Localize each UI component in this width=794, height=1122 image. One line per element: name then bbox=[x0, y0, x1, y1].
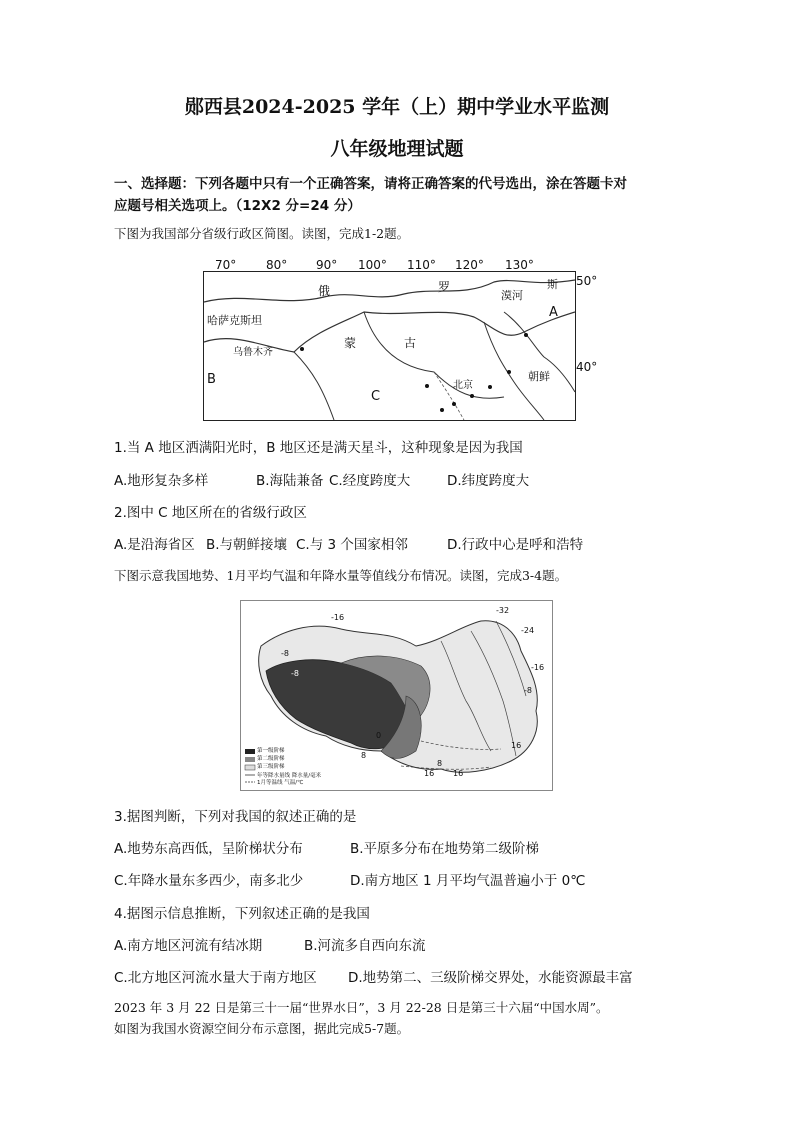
intro-map2: 下图示意我国地势、1月平均气温和年降水量等值线分布情况。读图，完成3-4题。 bbox=[114, 568, 568, 583]
question-3-stem: 3.据图判断，下列对我国的叙述正确的是 bbox=[114, 809, 357, 825]
longitude-label: 120° bbox=[455, 258, 484, 272]
urumqi-dot bbox=[300, 347, 304, 351]
q4-option-c[interactable]: C.北方地区河流水量大于南方地区 bbox=[114, 970, 317, 986]
russia-label: 俄 bbox=[318, 284, 331, 298]
intro-map1: 下图为我国部分省级行政区简图。读图，完成1-2题。 bbox=[114, 226, 410, 241]
longitude-label: 70° bbox=[215, 258, 237, 272]
section-instruction-line1: 一、选择题：下列各题中只有一个正确答案，请将正确答案的代号选出，涂在答题卡对 bbox=[114, 176, 627, 192]
legend-swatch bbox=[245, 749, 255, 754]
intro-map3-line2: 如图为我国水资源空间分布示意图，据此完成5-7题。 bbox=[114, 1021, 410, 1036]
point-c-label: C bbox=[371, 389, 381, 404]
beijing-label: 北京 bbox=[453, 380, 473, 391]
q2-option-c[interactable]: C.与 3 个国家相邻 bbox=[296, 537, 408, 553]
urumqi-label: 乌鲁木齐 bbox=[233, 347, 273, 358]
q2-option-b[interactable]: B.与朝鲜接壤 bbox=[206, 537, 288, 553]
isotherm-label: -32 bbox=[496, 606, 510, 615]
intro-map3-line1: 2023 年 3 月 22 日是第三十一届“世界水日”，3 月 22-28 日是第三十六届“中国水周”。 bbox=[114, 1000, 609, 1015]
latitude-label: 50° bbox=[576, 274, 598, 288]
isotherm-label: 16 bbox=[424, 769, 435, 778]
isotherm-label: -16 bbox=[331, 613, 345, 622]
q4-option-b[interactable]: B.河流多自西向东流 bbox=[304, 938, 426, 954]
question-1-stem: 1.当 A 地区洒满阳光时，B 地区还是满天星斗，这种现象是因为我国 bbox=[114, 440, 523, 456]
legend-isotherm: 1月等温线 气温/℃ bbox=[257, 780, 304, 786]
city-dot bbox=[440, 408, 444, 412]
q1-option-b[interactable]: B.海陆兼备 bbox=[256, 473, 324, 489]
q3-option-b[interactable]: B.平原多分布在地势第二级阶梯 bbox=[350, 841, 540, 857]
longitude-label: 80° bbox=[266, 258, 288, 272]
isotherm-label: 8 bbox=[361, 751, 367, 760]
q2-option-a[interactable]: A.是沿海省区 bbox=[114, 537, 195, 553]
isotherm-label: 16 bbox=[453, 769, 464, 778]
question-4-stem: 4.据图示信息推断，下列叙述正确的是我国 bbox=[114, 906, 370, 922]
city-dot bbox=[470, 394, 474, 398]
longitude-label: 100° bbox=[358, 258, 387, 272]
q3-option-d[interactable]: D.南方地区 1 月平均气温普遍小于 0℃ bbox=[350, 873, 586, 889]
latitude-label: 40° bbox=[576, 360, 598, 374]
legend-swatch bbox=[245, 765, 255, 770]
legend-swatch bbox=[245, 757, 255, 762]
isotherm-label: -8 bbox=[524, 686, 532, 695]
legend-step-2: 第二级阶梯 bbox=[257, 756, 285, 762]
isotherm-label: -24 bbox=[521, 626, 535, 635]
longitude-label: 90° bbox=[316, 258, 338, 272]
section-instruction-line2: 应题号相关选项上。（12X2 分=24 分） bbox=[114, 198, 361, 214]
q1-option-c[interactable]: C.经度跨度大 bbox=[329, 473, 411, 489]
mongolia-label: 蒙 bbox=[344, 336, 357, 350]
city-dot bbox=[452, 402, 456, 406]
longitude-label: 110° bbox=[407, 258, 436, 272]
kazakhstan-label: 哈萨克斯坦 bbox=[207, 314, 262, 327]
q1-option-a[interactable]: A.地形复杂多样 bbox=[114, 473, 209, 489]
city-dot bbox=[488, 385, 492, 389]
mongolia-label: 古 bbox=[404, 336, 417, 350]
question-2-stem: 2.图中 C 地区所在的省级行政区 bbox=[114, 505, 307, 521]
russia-label: 斯 bbox=[547, 278, 558, 291]
city-dot bbox=[507, 370, 511, 374]
russia-label: 罗 bbox=[438, 280, 451, 294]
isotherm-label: -16 bbox=[531, 663, 545, 672]
legend-precip: 年等降水量线 降水量/毫米 bbox=[257, 773, 322, 779]
q2-option-d[interactable]: D.行政中心是呼和浩特 bbox=[447, 537, 584, 553]
isotherm-label: -8 bbox=[281, 649, 289, 658]
terrain-climate-map-svg bbox=[241, 601, 552, 790]
q4-option-a[interactable]: A.南方地区河流有结冰期 bbox=[114, 938, 263, 954]
exam-subtitle: 八年级地理试题 bbox=[330, 138, 464, 160]
mohe-label: 漠河 bbox=[501, 289, 523, 302]
q3-option-a[interactable]: A.地势东高西低，呈阶梯状分布 bbox=[114, 841, 303, 857]
korea-label: 朝鲜 bbox=[528, 370, 550, 383]
city-dot bbox=[425, 384, 429, 388]
isotherm-label: 8 bbox=[437, 759, 443, 768]
legend-step-3: 第三级阶梯 bbox=[257, 764, 285, 770]
longitude-label: 130° bbox=[505, 258, 534, 272]
legend-step-1: 第一级阶梯 bbox=[257, 748, 285, 754]
q3-option-c[interactable]: C.年降水量东多西少，南多北少 bbox=[114, 873, 304, 889]
point-a-label: A bbox=[549, 305, 558, 320]
point-b-label: B bbox=[207, 372, 216, 387]
terrain-climate-map bbox=[240, 600, 553, 791]
q4-option-d[interactable]: D.地势第二、三级阶梯交界处，水能资源最丰富 bbox=[348, 970, 633, 986]
q1-option-d[interactable]: D.纬度跨度大 bbox=[447, 473, 530, 489]
isotherm-label: 0 bbox=[376, 731, 382, 740]
exam-title: 郧西县2024-2025 学年（上）期中学业水平监测 bbox=[184, 96, 610, 118]
isotherm-label: 16 bbox=[511, 741, 522, 750]
isotherm-label: -8 bbox=[291, 669, 299, 678]
city-dot bbox=[524, 333, 528, 337]
